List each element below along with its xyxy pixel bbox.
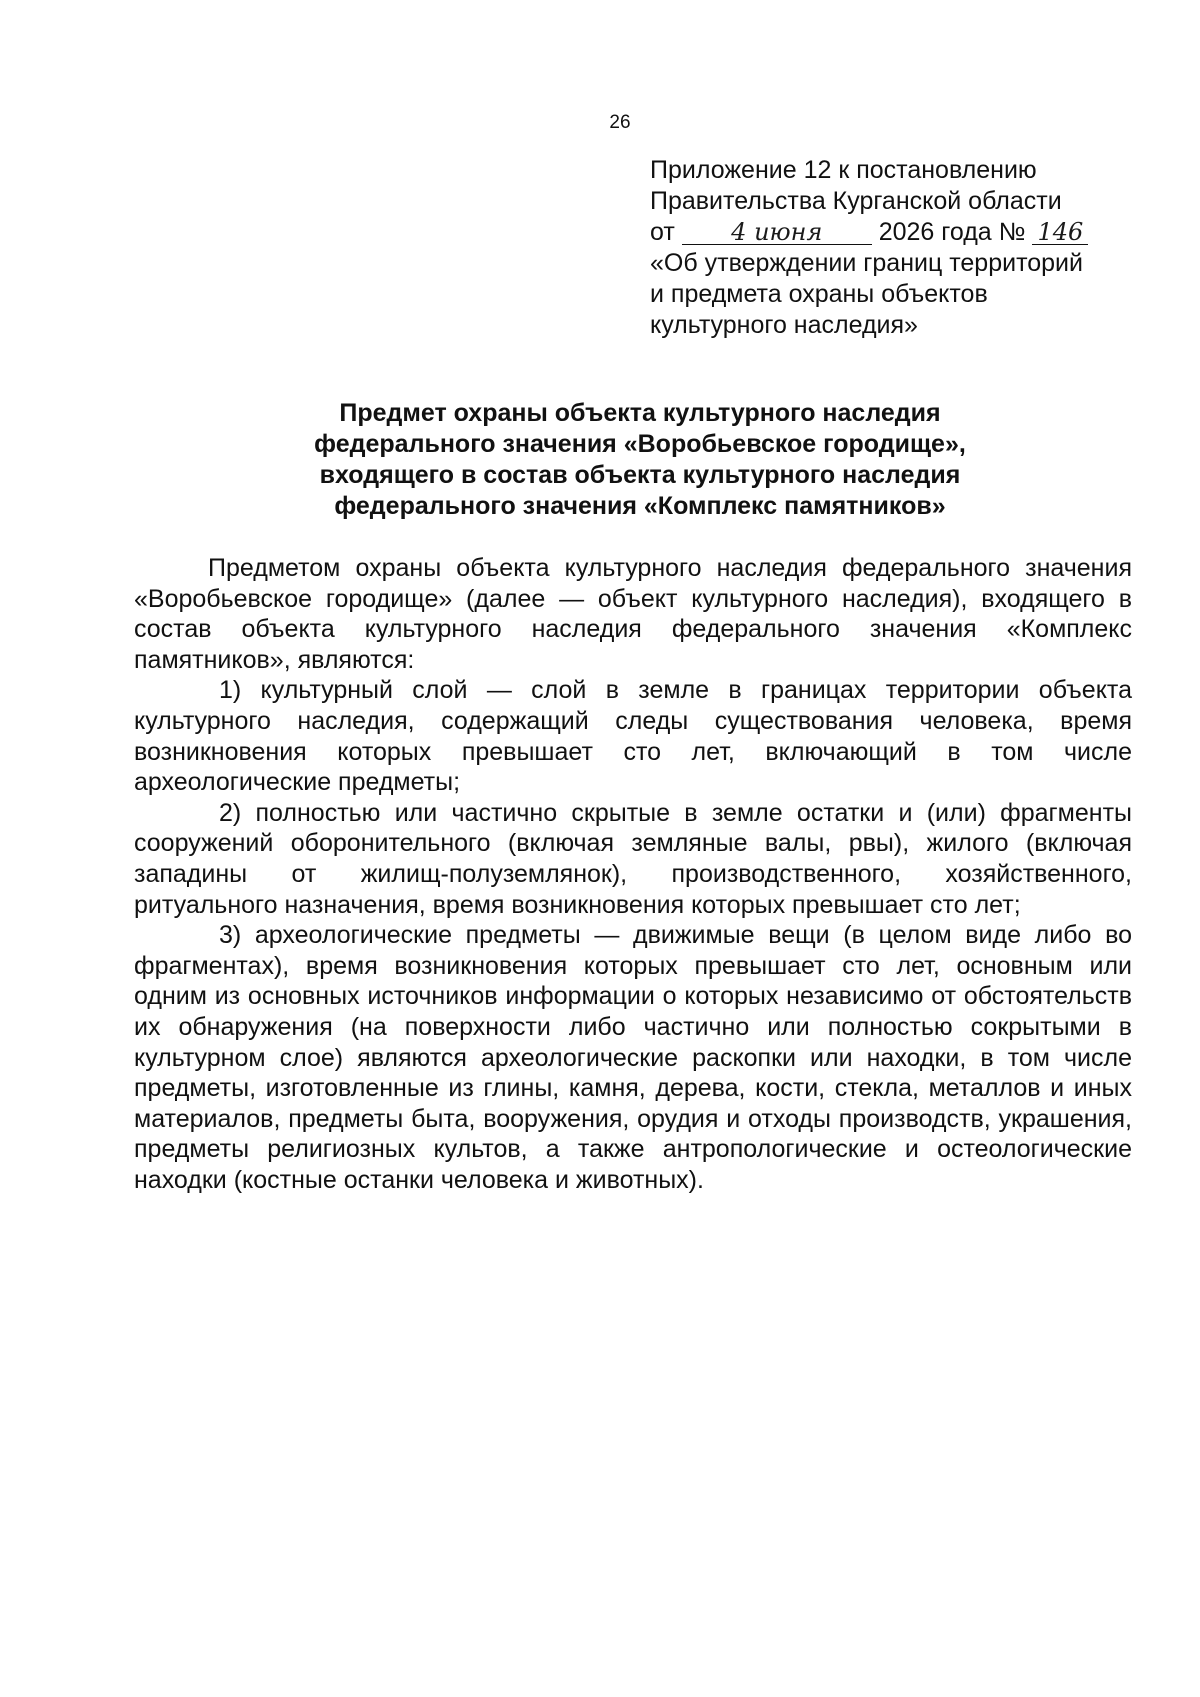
year-text: 2026 года № bbox=[878, 218, 1026, 246]
document-body bbox=[134, 553, 1132, 1195]
title-line-3: входящего в состав объекта культурного наследия bbox=[319, 461, 961, 489]
page-number: 26 bbox=[609, 112, 631, 133]
list-item: 3) археологические предметы — движимые вещи (в целом виде либо во фрагментах), время возникновения которых превышает сто лет, основным или одним из основных источников информации о которых независимо от обстоятельств их обнаружения (на поверхности либо частично или полностью сокрытыми в культурном слое) являются археологические раскопки или находки, в том числе предметы, изготовленные из глины, камня, дерева, кости, стекла, металлов и иных материалов, предметы быта, вооружения, орудия и отходы производств, украшения, предметы религиозных культов, а также антропологические и остеологические находки (костные останки человека и животных). bbox=[134, 921, 1132, 1194]
appendix-block bbox=[650, 155, 1170, 341]
title-line-2: федерального значения «Воробьевское городище», bbox=[314, 430, 966, 458]
date-prefix: от bbox=[650, 218, 675, 246]
appendix-line-5: и предмета охраны объектов bbox=[650, 280, 988, 308]
appendix-line-1: Приложение 12 к постановлению bbox=[650, 156, 1037, 184]
list-item: 1) культурный слой — слой в земле в границах территории объекта культурного наследия, содержащий следы существования человека, время возникновения которых превышает сто лет, включающий в том числе археологические предметы; bbox=[134, 676, 1132, 797]
handwritten-number: 146 bbox=[1032, 220, 1088, 245]
appendix-line-6: культурного наследия» bbox=[650, 311, 918, 339]
appendix-line-2: Правительства Курганской области bbox=[650, 187, 1062, 215]
title-line-4: федерального значения «Комплекс памятников» bbox=[334, 492, 946, 520]
title-line-1: Предмет охраны объекта культурного наследия bbox=[339, 399, 941, 427]
list-item: 2) полностью или частично скрытые в земле остатки и (или) фрагменты сооружений оборонительного (включая земляные валы, рвы), жилого (включая западины от жилищ-полуземлянок), производственного, хозяйственного, ритуального назначения, время возникновения которых превышает сто лет; bbox=[134, 798, 1132, 919]
handwritten-date: 4 июня bbox=[682, 220, 872, 245]
intro-paragraph: Предметом охраны объекта культурного наследия федерального значения «Воробьевское городище» (далее — объект культурного наследия), входящего в состав объекта культурного наследия федерального значения «Комплекс памятников», являются: bbox=[134, 554, 1132, 674]
appendix-line-4: «Об утверждении границ территорий bbox=[650, 249, 1083, 277]
document-title bbox=[260, 398, 1020, 522]
appendix-date-line bbox=[650, 217, 1170, 248]
